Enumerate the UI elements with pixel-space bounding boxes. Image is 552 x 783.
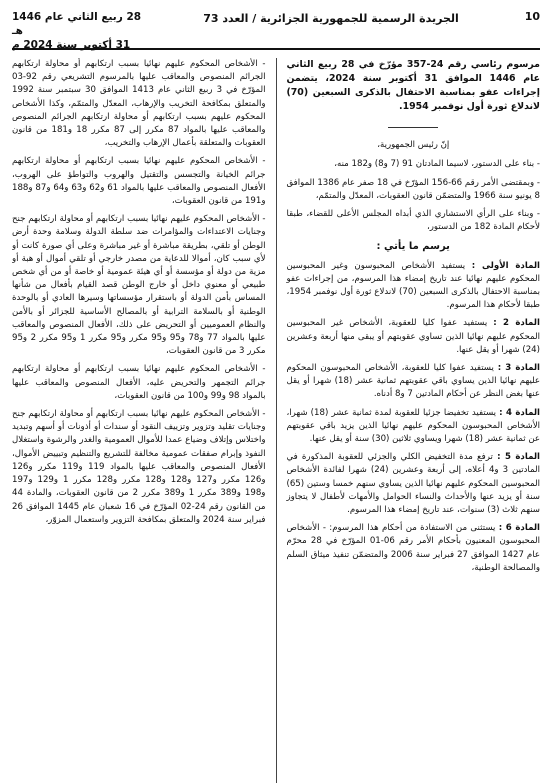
president-line: إنّ رئيس الجمهورية، <box>377 140 450 151</box>
article-text: يستفيد الأشخاص المحبوسون وغير المحبوسين المحكوم عليهم نهائيا عند تاريخ إمضاء هذا المرسوم، من إجراءات عفو بمناسبة الاحتفال بالذكرى السبعين (70) لاندلاع ثورة أول نوفمبر 1954، طبقا لأحكام هذا المرسوم. <box>286 260 540 311</box>
issue-date-gregorian: 31 أكتوبر سنة 2024 م <box>12 39 131 51</box>
article-text: يستفيد تخفيضا جزئيا للعقوبة لمدة ثمانية عشر (18) شهرا، الأشخاص المحبوسون المحكوم عليهم نهائيا الذين يزيد باقي عقوبتهم عن ثمانية عشر (18) شهرا ويساوي ثلاثين (30) سنة أو يقل عنها. <box>286 407 540 445</box>
article-label: المادة 3 : <box>497 363 540 374</box>
article <box>286 317 540 357</box>
visa-paragraph: - بناء على الدستور، لاسيما المادتان 91 (7 و8) و182 منه، <box>334 159 540 170</box>
article-label: المادة الأولى : <box>471 260 540 271</box>
article <box>286 407 540 447</box>
decree-title: مرسوم رئاسي رقم 24-357 مؤرّخ في 28 ربيع الثاني عام 1446 الموافق 31 أكتوبر سنة 2024، يتضمن إجراءات عفو بمناسبة الاحتفال بالذكرى السبعين (70) لاندلاع ثورة أول نوفمبر 1954. <box>286 59 540 112</box>
article-text: ترفع مدة التخفيض الكلي والجزئي للعقوبة المذكورة في المادتين 3 و4 أعلاه، إلى أربعة وعشرين (24) شهرا لفائدة الأشخاص المحبوسين المحكوم عليهم نهائيا الذين يساوي سنهم خمسا وستين (65) سنة أو يزيد عنها والأحداث والنساء الحوامل والأمهات لأطفال لا يتجاوز سنهم ثلاث (3) سنوات، عند تاريخ إمضاء هذا المرسوم. <box>286 452 540 516</box>
article-label: المادة 6 : <box>498 523 540 534</box>
column-divider <box>276 58 277 783</box>
page-number: 10 <box>524 10 540 23</box>
article <box>286 451 540 517</box>
article-text: يستفيد عفوا كليا للعقوبة، الأشخاص غير المحبوسين المحكوم عليهم نهائيا الذين تساوي عقوبتهم أو يبقى منها أربعة وعشرين (24) شهرا أو يقل عنها. <box>286 318 540 355</box>
visa-paragraph: - وبمقتضى الأمر رقم 66-156 المؤرّخ في 18 صفر عام 1386 الموافق 8 يونيو سنة 1966 والمتضمّن قانون العقوبات، المعدّل والمتمّم، <box>286 177 540 201</box>
exclusion-paragraph: - الأشخاص المحكوم عليهم نهائيا بسبب ارتكابهم أو محاولة ارتكابهم جنح وجنايات تقليد وتزوير وتزييف النقود أو سندات أو أذونات أو أسهم وتبديد واختلاس وإتلاف وضياع عمدا للأموال العمومية والغدر والرشوة واستغلال النفوذ وإبرام صفقات عمومية مخالفة للتشريع والتنظيم وتبييض الأموال، الأفعال المنصوص والمعاقب عليها بالمواد 119 و119 مكرر و126 و126 مكرر و127 و128 و128 مكرر و128 مكرر 1 و129 و197 و198 و389 مكرر 1 و389 مكرر 2 من قانون العقوبات، والمادة 44 من القانون رقم 24-02 المؤرّخ في 16 شعبان عام 1445 الموافق 26 فبراير سنة 2024 والمتعلق بمكافحة التزوير واستعمال المزوّر، <box>11 409 266 525</box>
article-text: يستفيد عفوا كليا للعقوبة، الأشخاص المحبوسون المحكوم عليهم نهائيا الذين يساوي باقي عقوبتهم ثمانية عشر (18) شهرا أو يقل عنها بغض النظر عن أحكام المادتين 7 و8 أدناه. <box>286 363 540 400</box>
text-columns <box>12 58 540 783</box>
article-label: المادة 4 : <box>499 407 540 418</box>
article <box>286 362 540 402</box>
decree-heading: يرسم ما يأتي : <box>376 241 450 253</box>
page-header <box>12 10 540 50</box>
article-label: المادة 5 : <box>497 452 540 463</box>
visa-paragraph: - وبناء على الرأي الاستشاري الذي أبداه المجلس الأعلى للقضاء، طبقا لأحكام المادة 182 من الدستور، <box>286 209 540 233</box>
issue-date-hijri: 28 ربيع الثاني عام 1446 هـ <box>12 11 142 37</box>
article <box>286 260 540 313</box>
separator <box>286 120 540 133</box>
exclusion-paragraph: - الأشخاص المحكوم عليهم نهائيا بسبب ارتكابهم أو محاولة ارتكابهم جنح وجنايات الاعتداءات والمؤامرات ضد سلطة الدولة وسلامة وحدة أرض الوطن أو تلقي، بطريقة مباشرة أو غير مباشرة وعلى أي صورة كانت أو لأي سبب كان، أموالا للدعاية من مصدر خارجي أو تلقي أموال أو هبة أو مزية من دولة أو مؤسسة أو أي هيئة عمومية أو خاصة أو من أي شخص طبيعي أو معنوي داخل أو خارج الوطن قصد القيام بأفعال من شأنها المساس بأمن الدولة أو باستقرار مؤسساتها وسيرها العادي أو بالوحدة الوطنية أو بالسلامة الترابية أو بالمصالح الأساسية للجزائر أو بالأمن والنظام العموميين أو التحريض على ذلك، الأفعال المنصوص والمعاقب عليها بالمواد 77 و78 و95 و95 مكرر و95 مكرر 1 و95 مكرر 2 و95 مكرر 3 من قانون العقوبات، <box>11 214 266 357</box>
article-text: يستثنى من الاستفادة من أحكام هذا المرسوم: - الأشخاص المحبوسون المعنيون بأحكام الأمر رقم 06-01 المؤرّخ في 28 محرّم عام 1427 الموافق 27 فبراير سنة 2006 والمتضمّن تنفيذ ميثاق السلم والمصالحة الوطنية، <box>286 523 540 573</box>
right-column <box>286 58 540 783</box>
journal-title: الجريدة الرسمية للجمهورية الجزائرية / العدد 73 <box>203 12 459 25</box>
left-column <box>12 58 266 783</box>
article <box>286 522 540 575</box>
issue-date <box>12 10 152 52</box>
exclusion-paragraph: - الأشخاص المحكوم عليهم نهائيا بسبب ارتكابهم أو محاولة ارتكابهم الجرائم المنصوص والمعاقب عليها بالمرسوم التشريعي رقم 92-03 المؤرّخ في 3 ربيع الثاني عام 1413 الموافق 30 سبتمبر سنة 1992 والمتعلق بمكافحة التخريب والإرهاب، المعدّل والمتمّم، وكذا الأشخاص المحكوم عليهم بسبب ارتكابهم أو محاولة ارتكابهم الجرائم المنصوص والمعاقب عليها بالمواد 87 مكرر إلى 87 مكرر 18 و181 من قانون العقوبات والمتعلقة بأعمال الإرهاب والتخريب، <box>11 59 266 149</box>
article-label: المادة 2 : <box>493 318 540 329</box>
exclusion-paragraph: - الأشخاص المحكوم عليهم نهائيا بسبب ارتكابهم أو محاولة ارتكابهم جرائم الخيانة والتجسس والتقتيل والهروب والتواطؤ على الهروب، الأفعال المنصوص والمعاقب عليها بالمواد 61 و62 و63 و64 و87 و188 و191 من قانون العقوبات، <box>11 156 266 207</box>
exclusion-paragraph: - الأشخاص المحكوم عليهم نهائيا بسبب ارتكابهم أو محاولة ارتكابهم جرائم التجمهر والتحريض عليه، الأفعال المنصوص والمعاقب عليها بالمواد 98 و99 و100 من قانون العقوبات، <box>11 364 266 401</box>
